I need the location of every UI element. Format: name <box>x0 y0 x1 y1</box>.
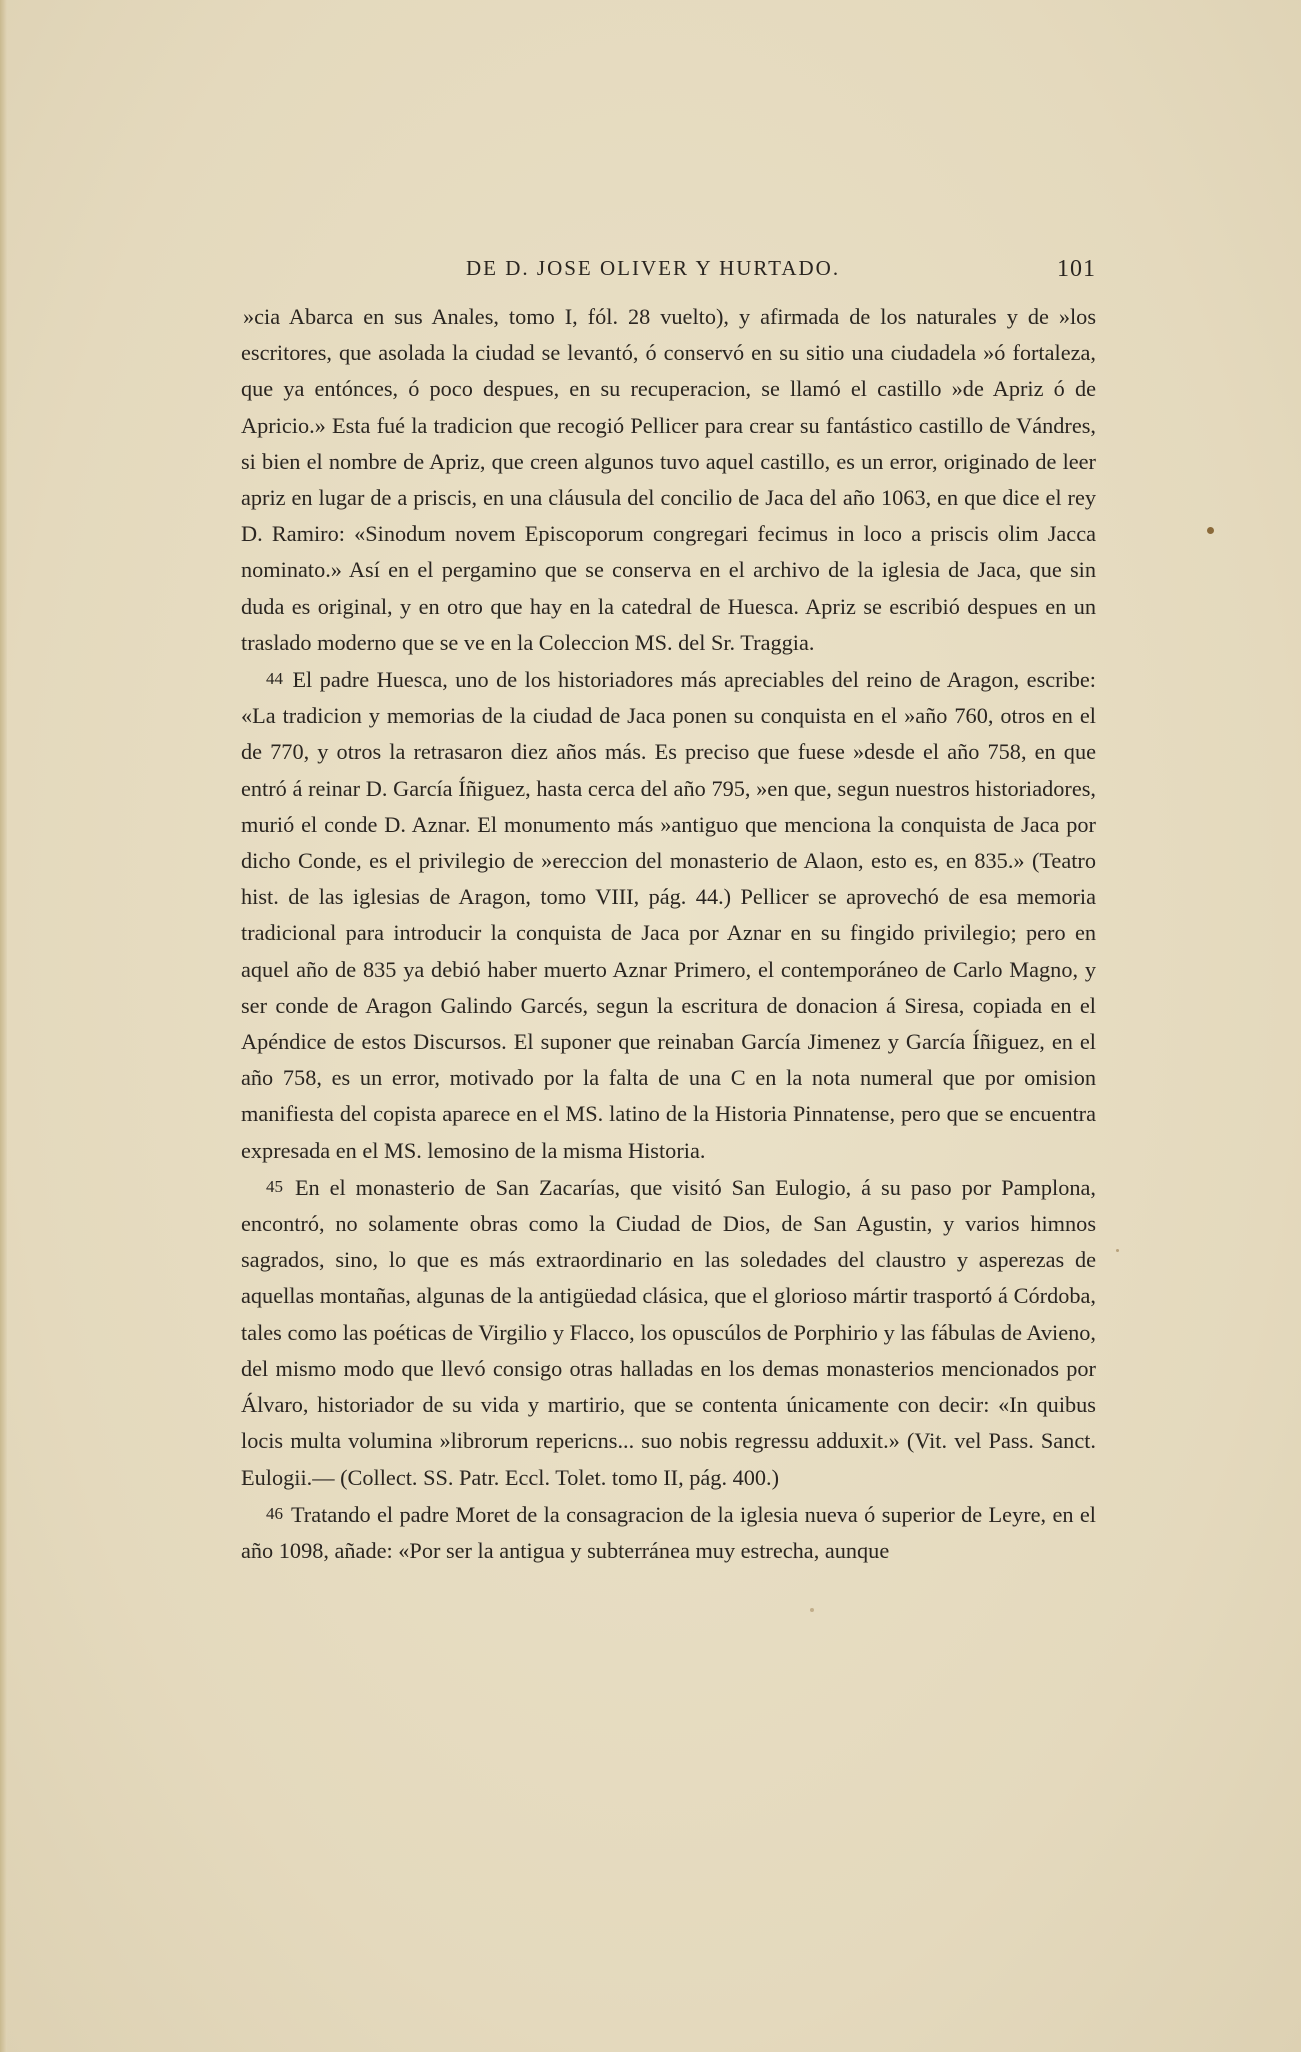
paragraph-text: El padre Huesca, uno de los historiadores más apreciables del reino de Aragon, escribe: «La tradicion y memorias de la ciudad de Jaca ponen su conquista en el »año 760, otros en el de 770, y otros la retrasaron diez años más. Es preciso que fuese »desde el año 758, en que entró á reinar D. García Íñiguez, hasta cerca del año 795, »en que, segun nuestros historiadores, murió el conde D. Aznar. El monumento más »antiguo que menciona la conquista de Jaca por dicho Conde, es el privilegio de »ereccion del monasterio de Alaon, esto es, en 835.» (Teatro hist. de las iglesias de Aragon, tomo VIII, pág. 44.) Pellicer se aprovechó de esa memoria tradicional para introducir la conquista de Jaca por Aznar en su fingido privilegio; pero en aquel año de 835 ya debió haber muerto Aznar Primero, el contemporáneo de Carlo Magno, y ser conde de Aragon Galindo Garcés, segun la escritura de donacion á Siresa, copiada en el Apéndice de estos Discursos. El suponer que reinaban García Jimenez y García Íñiguez, en el año 758, es un error, motivado por la falta de una C en la nota numeral que por omision manifiesta del copista aparece en el MS. latino de la Historia Pinnatense, pero que se encuentra expresada en el MS. lemosino de la misma Historia. <box>241 667 1097 1163</box>
paragraph-text: En el monasterio de San Zacarías, que visitó San Eulogio, á su paso por Pamplona, encontró, no solamente obras como la Ciudad de Dios, de San Agustin, y varios himnos sagrados, sino, lo que es más extraordinario en las soledades del claustro y asperezas de aquellas montañas, algunas de la antigüedad clásica, que el glorioso mártir trasportó á Córdoba, tales como las poéticas de Virgilio y Flacco, los opuscúlos de Porphirio y las fábulas de Avieno, del mismo modo que llevó consigo otras halladas en los demas monasterios mencionados por Álvaro, historiador de su vida y martirio, que se contenta únicamente con decir: «In quibus locis multa volumina »librorum repericns... suo nobis regressu adduxit.» (Vit. vel Pass. Sanct. Eulogii.— (Collect. SS. Patr. Eccl. Tolet. tomo II, pág. 400.) <box>241 1174 1096 1490</box>
page-body <box>241 298 1096 1569</box>
page-edge <box>0 0 7 2052</box>
note-46 <box>241 1496 1096 1569</box>
paragraph-text: Tratando el padre Moret de la consagracion de la iglesia nueva ó superior de Leyre, en el año 1098, añade: «Por ser la antigua y subterránea muy estrecha, aunque <box>241 1501 1096 1563</box>
running-title: DE D. JOSE OLIVER Y HURTADO. <box>466 256 841 280</box>
page-number: 101 <box>1057 256 1096 282</box>
page-header <box>241 256 1096 288</box>
paragraph-text: »cia Abarca en sus Anales, tomo I, fól. 28 vuelto), y afirmada de los naturales y de »los escritores, que asolada la ciudad se levantó, ó conservó en su sitio una ciudadela »ó fortaleza, que ya entónces, ó poco despues, en su recuperacion, se llamó el castillo »de Apriz ó de Apricio.» Esta fué la tradicion que recogió Pellicer para crear su fantástico castillo de Vándres, si bien el nombre de Apriz, que creen algunos tuvo aquel castillo, es un error, originado de leer apriz en lugar de a priscis, en una cláusula del concilio de Jaca del año 1063, en que dice el rey D. Ramiro: «Sinodum novem Episcoporum congregari fecimus in loco a priscis olim Jacca nominato.» Así en el pergamino que se conserva en el archivo de la iglesia de Jaca, que sin duda es original, y en otro que hay en la catedral de Huesca. Apriz se escribió despues en un traslado moderno que se ve en la Coleccion MS. del Sr. Traggia. <box>241 304 1096 655</box>
note-45 <box>241 1169 1096 1496</box>
note-marker: 45 <box>266 1176 283 1196</box>
note-44 <box>241 661 1096 1169</box>
paper-speck <box>1116 1249 1119 1252</box>
paragraph-continuation <box>241 298 1096 661</box>
note-marker: 46 <box>266 1503 283 1523</box>
note-marker: 44 <box>266 669 283 689</box>
paper-speck <box>1207 527 1214 534</box>
paper-speck <box>810 1608 814 1612</box>
